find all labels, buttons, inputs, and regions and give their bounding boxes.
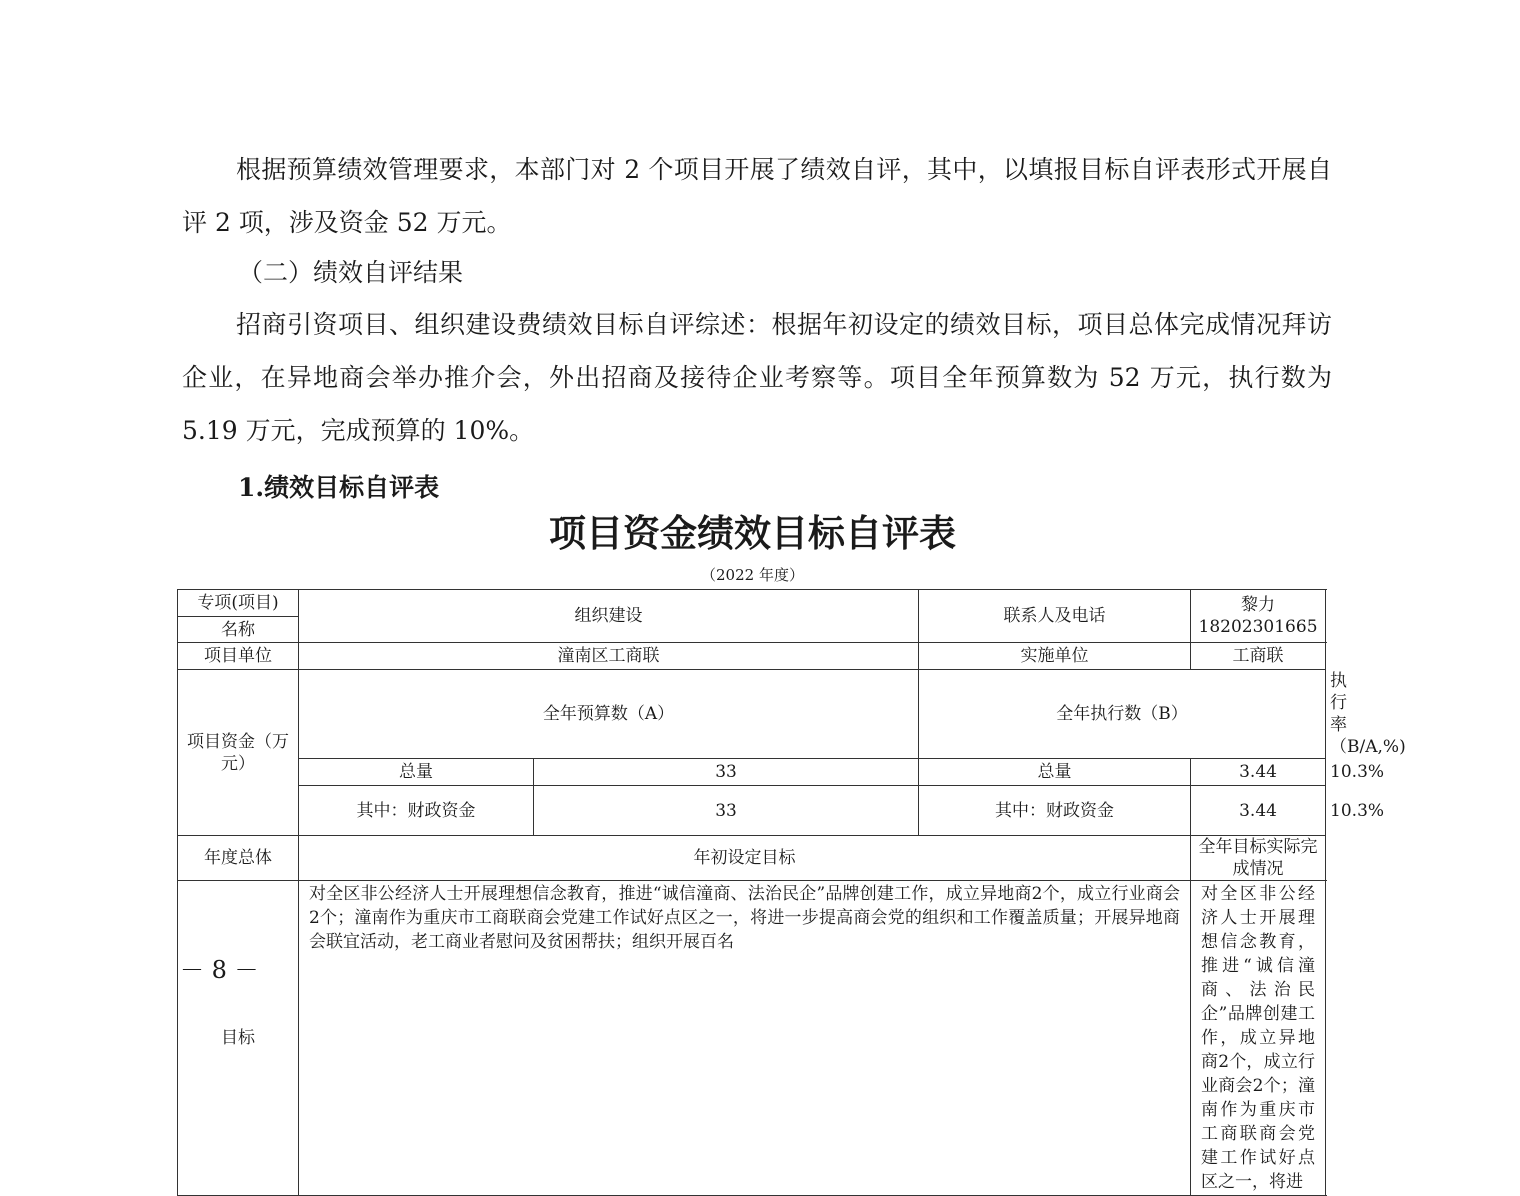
budget-header: 全年预算数（A） [299, 670, 919, 759]
project-name-label-line1: 专项(项目) [178, 590, 299, 617]
budget-fiscal-value: 33 [534, 786, 919, 836]
initial-goal-header: 年初设定目标 [299, 836, 1191, 881]
evaluation-table: 专项(项目) 组织建设 联系人及电话 黎力 18202301665 名称 项目单位 潼南区工商联 实施单位 工商联 项目资金（万元） 全年预算数（A） 全年执行数（B） 执行率（B/A,%) 总量 33 总量 3.44 10.3% 其中：财政资金 33 其中：财政资金 3.44 10.3% 年度总体 年初设定目标 全年目标实际完成情况 目标 对全区非公经济人士开展理想信念教育，推进“诚信潼商、法治民企”品牌创建工作，成立异地商2个，成立行业商会2个；潼南作为重庆市工商联商会党建工作试好点区之一，将进一步提高商会党的组织和工作覆盖质量；开展异地商会联宜活动，老工商业者慰问及贫困帮扶；组织开展百名 对全区非公经济人士开展理想信念教育，推进“诚信潼商、法治民企”品牌创建工作，成立异地商2个，成立行业商会2个；潼南作为重庆市工商联商会党建工作试好点区之一，将进 [177, 589, 1326, 1196]
budget-fiscal-label: 其中：财政资金 [299, 786, 534, 836]
page-number: － 8 － [180, 956, 259, 984]
exec-fiscal-label: 其中：财政资金 [919, 786, 1191, 836]
table-title: 项目资金绩效目标自评表 [549, 511, 956, 555]
project-name-value: 组织建设 [299, 590, 919, 643]
impl-unit-value: 工商联 [1191, 643, 1326, 670]
project-name-label-line2: 名称 [178, 617, 299, 643]
budget-total-value: 33 [534, 759, 919, 786]
section-heading-results: （二）绩效自评结果 [238, 258, 464, 287]
exec-total-label: 总量 [919, 759, 1191, 786]
impl-unit-label: 实施单位 [919, 643, 1191, 670]
actual-completion-header: 全年目标实际完成情况 [1191, 836, 1326, 881]
exec-total-value: 3.44 [1191, 759, 1326, 786]
initial-goal-text: 对全区非公经济人士开展理想信念教育，推进“诚信潼商、法治民企”品牌创建工作，成立异地商2个，成立行业商会2个；潼南作为重庆市工商联商会党建工作试好点区之一，将进一步提高商会党的组织和工作覆盖质量；开展异地商会联宜活动，老工商业者慰问及贫困帮扶；组织开展百名 [299, 881, 1191, 1196]
exec-header: 全年执行数（B） [919, 670, 1326, 759]
actual-completion-text: 对全区非公经济人士开展理想信念教育，推进“诚信潼商、法治民企”品牌创建工作，成立异地商2个，成立行业商会2个；潼南作为重庆市工商联商会党建工作试好点区之一，将进 [1191, 881, 1326, 1196]
table-year: （2022 年度） [701, 566, 804, 584]
exec-fiscal-value: 3.44 [1191, 786, 1326, 836]
annual-overall-label: 年度总体 [178, 836, 299, 881]
contact-label: 联系人及电话 [919, 590, 1191, 643]
contact-value: 黎力 18202301665 [1191, 590, 1326, 643]
summary-paragraph: 招商引资项目、组织建设费绩效目标自评综述：根据年初设定的绩效目标，项目总体完成情况拜访企业，在异地商会举办推介会，外出招商及接待企业考察等。项目全年预算数为 52 万元，执行数为 5.19 万元，完成预算的 10%。 [182, 310, 1332, 445]
intro-paragraph: 根据预算绩效管理要求，本部门对 2 个项目开展了绩效自评，其中，以填报目标自评表形式开展自评 2 项，涉及资金 52 万元。 [182, 155, 1332, 237]
funds-label: 项目资金（万元） [178, 670, 299, 836]
goal-label: 目标 [178, 881, 299, 1196]
subsection-heading: 1.绩效目标自评表 [238, 473, 440, 502]
unit-label: 项目单位 [178, 643, 299, 670]
budget-total-label: 总量 [299, 759, 534, 786]
unit-value: 潼南区工商联 [299, 643, 919, 670]
